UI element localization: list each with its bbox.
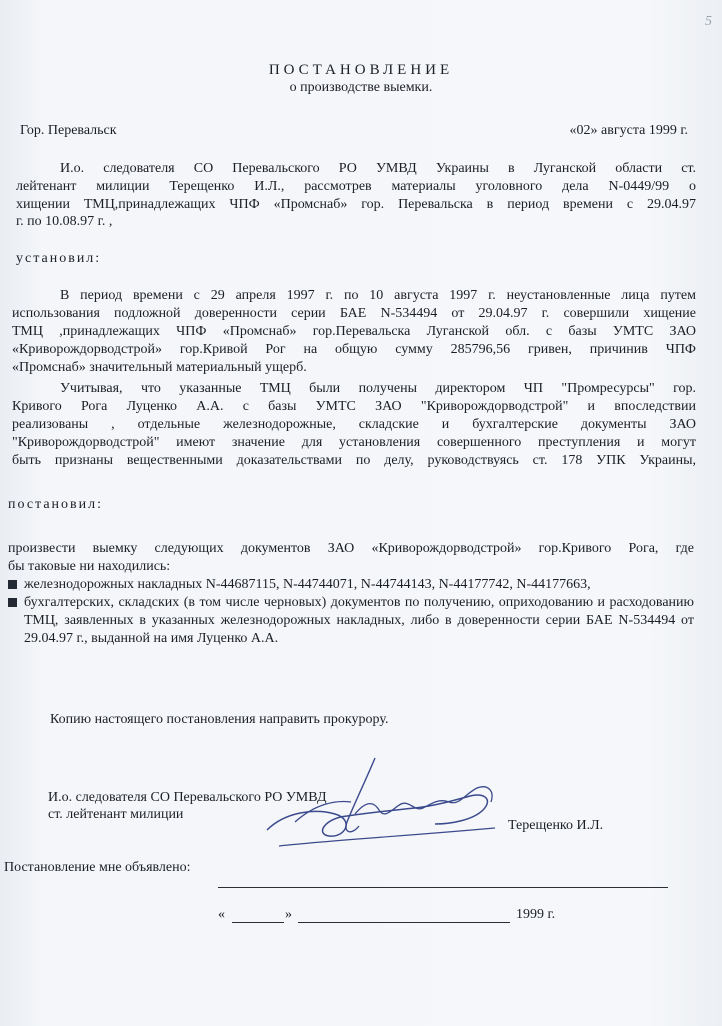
signer-title: И.о. следователя СО Перевальского РО УМВД: [48, 790, 327, 805]
list-item: [8, 576, 694, 594]
document-date: «02» августа 1999 г.: [569, 123, 688, 138]
established-line: «Криворождорводстрой» гор.Кривой Рог на общую сумму 285796,56 гривен, причинив ЧПФ: [12, 342, 696, 357]
copy-note: Копию настоящего постановления направить прокурору.: [50, 712, 389, 727]
established-heading: установил:: [16, 251, 102, 266]
established-line: реализованы , отдельные железнодорожные, складские и бухгалтерские документы ЗАО: [12, 417, 696, 432]
announcement-year: 1999 г.: [516, 907, 556, 922]
list-item-text: бухгалтерских, складских (в том числе черновых) документов по получению, оприходованию и расходованию ТМЦ, заявленных в указанных железнодорожных накладных, либо в доверенности серии БАЕ N-534494 от 29.04.97 г., выданной на имя Луценко А.А.: [24, 595, 694, 646]
resolved-heading: постановил:: [8, 497, 104, 512]
announcement-label: Постановление мне объявлено:: [4, 860, 191, 875]
square-bullet-icon: [8, 580, 17, 589]
established-line: «Промснаб» значительный материальный ущерб.: [12, 360, 307, 375]
list-item-text: железнодорожных накладных N-44687115, N-44744071, N-44744143, N-44177742, N-44177663,: [24, 577, 591, 592]
square-bullet-icon: [8, 598, 17, 607]
resolved-line: бы таковые ни находились:: [8, 559, 171, 574]
signer-name: Терещенко И.Л.: [508, 818, 604, 833]
intro-line: г. по 10.08.97 г. ,: [16, 214, 113, 229]
established-line: использования подложной доверенности серии БАЕ N-534494 от 29.04.97 г. совершили хищение: [12, 306, 696, 321]
list-item: [8, 594, 694, 648]
signer-rank: ст. лейтенант милиции: [48, 807, 184, 822]
established-line: "Криворождорводстрой" имеют значение для установления совершенного преступления и могут: [12, 435, 696, 450]
established-line: Учитывая, что указанные ТМЦ были получены директором ЧП "Промресурсы" гор.: [60, 381, 696, 396]
established-line: В период времени с 29 апреля 1997 г. по 10 августа 1997 г. неустановленные лица путем: [60, 288, 696, 303]
city: Гор. Перевальск: [20, 123, 117, 138]
established-line: быть признаны вещественными доказательствами по делу, руководствуясь ст. 178 УПК Украины,: [12, 453, 696, 468]
announcement-month-line: [298, 922, 510, 923]
handwritten-signature: [255, 752, 505, 852]
announcement-signature-line: [218, 887, 668, 888]
document-subtitle: о производстве выемки.: [289, 80, 433, 95]
established-line: ТМЦ ,принадлежащих ЧПФ «Промснаб» гор.Перевальска Луганской обл. с базы УМТС ЗАО: [12, 324, 696, 339]
page-number-mark: 5: [705, 14, 712, 29]
established-line: Кривого Рога Луценко А.А. с базы УМТС ЗАО "Криворождорводстрой" и впоследствии: [12, 399, 696, 414]
document-list: [8, 576, 694, 648]
resolved-line: произвести выемку следующих документов ЗАО «Криворождорводстрой» гор.Кривого Рога, где: [8, 541, 694, 556]
intro-line: лейтенант милиции Терещенко И.Л., рассмотрев материалы уголовного дела N-0449/99 о: [16, 179, 696, 194]
announcement-date-open: «: [218, 907, 225, 922]
intro-line: хищении ТМЦ,принадлежащих ЧПФ «Промснаб» гор. Перевальска в период времени с 29.04.97: [16, 197, 696, 212]
intro-line: И.о. следователя СО Перевальского РО УМВД Украины в Луганской области ст.: [60, 161, 696, 176]
announcement-day-line: [232, 922, 284, 923]
announcement-date-close: »: [285, 907, 292, 922]
document-title: ПОСТАНОВЛЕНИЕ: [268, 62, 454, 78]
